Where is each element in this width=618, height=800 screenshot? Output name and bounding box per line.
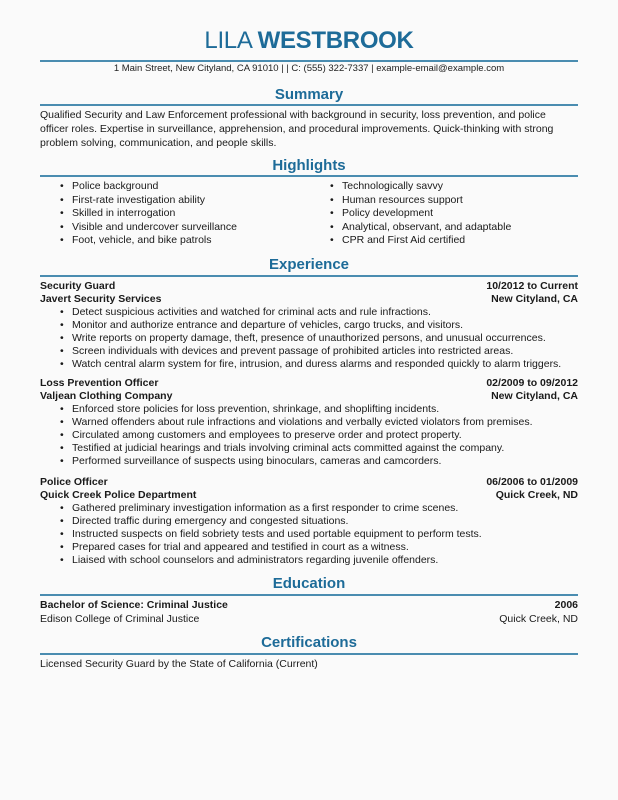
bullet-icon: • <box>60 455 64 467</box>
job-location: New Cityland, CA <box>491 293 578 305</box>
duty-item: • Detect suspicious activities and watched for criminal acts and rule infractions. <box>60 306 431 318</box>
bullet-icon: • <box>330 220 334 233</box>
highlights-heading: Highlights <box>272 157 346 174</box>
duty-item: • Circulated among customers and employees to preserve order and protect property. <box>60 429 462 441</box>
duty-item: • Performed surveillance of suspects using binoculars, cameras and camcorders. <box>60 455 442 467</box>
summary-line: Qualified Security and Law Enforcement professional with background in security, loss prevention, and police <box>40 109 546 121</box>
highlights-right-list <box>310 180 511 248</box>
bullet-icon: • <box>60 332 64 344</box>
job-company: Valjean Clothing Company <box>40 390 173 402</box>
bullet-icon: • <box>60 220 64 233</box>
bullet-icon: • <box>60 345 64 357</box>
bullet-icon: • <box>60 207 64 219</box>
certifications-divider <box>40 653 578 655</box>
bullet-icon: • <box>330 207 334 219</box>
highlight-item: • Foot, vehicle, and bike patrols <box>60 234 212 246</box>
highlight-item: • Policy development <box>330 207 434 219</box>
last-name: WESTBROOK <box>257 27 414 54</box>
experience-divider <box>40 275 578 277</box>
bullet-icon: • <box>330 180 334 192</box>
duty-item: • Testified at judicial hearings and trials involving criminal acts committed against the company. <box>60 442 505 454</box>
bullet-icon: • <box>60 416 64 428</box>
bullet-icon: • <box>60 515 64 527</box>
job-duties-list <box>40 403 578 468</box>
bullet-icon: • <box>60 541 64 553</box>
duty-item: • Liaised with school counselors and administrators regarding juvenile offenders. <box>60 554 439 566</box>
job-dates: 02/2009 to 09/2012 <box>486 377 578 389</box>
job-company: Quick Creek Police Department <box>40 489 197 501</box>
job-duties-list <box>40 306 578 371</box>
highlights-divider <box>40 175 578 177</box>
duty-item: • Enforced store policies for loss prevention, shrinkage, and shoplifting incidents. <box>60 403 440 415</box>
bullet-icon: • <box>60 554 64 566</box>
highlight-item: • Police background <box>60 180 159 192</box>
bullet-icon: • <box>60 502 64 514</box>
job-title: Security Guard <box>40 280 116 292</box>
bullet-icon: • <box>60 180 64 192</box>
job-dates: 06/2006 to 01/2009 <box>486 476 578 488</box>
summary-text <box>40 108 578 150</box>
bullet-icon: • <box>60 319 64 331</box>
job-duties-list <box>40 502 578 567</box>
job-location: Quick Creek, ND <box>495 489 578 501</box>
bullet-icon: • <box>60 442 64 454</box>
duty-item: • Gathered preliminary investigation information as a first responder to crime scenes. <box>60 502 459 514</box>
contact-info: 1 Main Street, New Cityland, CA 91010 | | C: (555) 322-7337 | example-email@example.com <box>113 63 505 74</box>
bullet-icon: • <box>60 429 64 441</box>
candidate-name <box>40 27 578 55</box>
bullet-icon: • <box>60 193 64 206</box>
duty-item: • Write reports on property damage, theft, presence of unauthorized persons, and unusual occurrences. <box>60 332 546 344</box>
degree: Bachelor of Science: Criminal Justice <box>40 599 228 611</box>
education-divider <box>40 594 578 596</box>
job-title: Police Officer <box>40 476 108 488</box>
highlight-item: • Human resources support <box>330 193 463 206</box>
highlight-item: • Analytical, observant, and adaptable <box>330 220 512 233</box>
certification-item: Licensed Security Guard by the State of California (Current) <box>40 658 318 670</box>
duty-item: • Monitor and authorize entrance and departure of vehicles, cargo trucks, and visitors. <box>60 319 464 331</box>
highlight-item: • CPR and First Aid certified <box>330 234 466 246</box>
job-location: New Cityland, CA <box>491 390 578 402</box>
duty-item: • Warned offenders about rule infractions and violations and verbally evicted violators from premises. <box>60 416 533 428</box>
summary-divider <box>40 104 578 106</box>
job-company: Javert Security Services <box>40 293 162 305</box>
duty-item: • Screen individuals with devices and prevent passage of prohibited articles into restricted areas. <box>60 345 514 357</box>
job-dates: 10/2012 to Current <box>486 280 578 292</box>
highlight-item: • First-rate investigation ability <box>60 193 206 206</box>
bullet-icon: • <box>60 358 64 370</box>
bullet-icon: • <box>330 234 334 246</box>
highlight-item: • Technologically savvy <box>330 180 443 192</box>
certifications-heading: Certifications <box>261 634 357 651</box>
school-name: Edison College of Criminal Justice <box>40 613 200 625</box>
bullet-icon: • <box>60 403 64 415</box>
duty-item: • Prepared cases for trial and appeared and testified in court as a witness. <box>60 541 409 553</box>
graduation-year: 2006 <box>554 599 578 611</box>
duty-item: • Directed traffic during emergency and congested situations. <box>60 515 349 527</box>
summary-line: officer roles. Expertise in surveillance, apprehension, and procedural improvements. Quick-thinking with strong <box>40 123 554 135</box>
first-name: LILA <box>204 27 252 54</box>
bullet-icon: • <box>60 234 64 246</box>
highlight-item: • Skilled in interrogation <box>60 207 176 219</box>
duty-item: • Instructed suspects on field sobriety tests and used portable equipment to perform tests. <box>60 528 482 540</box>
highlight-item: • Visible and undercover surveillance <box>60 220 237 233</box>
education-heading: Education <box>272 575 346 592</box>
duty-item: • Watch central alarm system for fire, intrusion, and duress alarms and responded quickly to alarm triggers. <box>60 358 562 370</box>
experience-heading: Experience <box>268 256 350 273</box>
school-location: Quick Creek, ND <box>499 613 578 625</box>
header-divider <box>40 60 578 62</box>
summary-heading: Summary <box>274 86 344 103</box>
summary-line: problem solving, communication, and people skills. <box>40 137 277 149</box>
highlights-left-list <box>40 180 237 248</box>
bullet-icon: • <box>60 306 64 318</box>
job-title: Loss Prevention Officer <box>40 377 159 389</box>
bullet-icon: • <box>60 528 64 540</box>
bullet-icon: • <box>330 193 334 206</box>
